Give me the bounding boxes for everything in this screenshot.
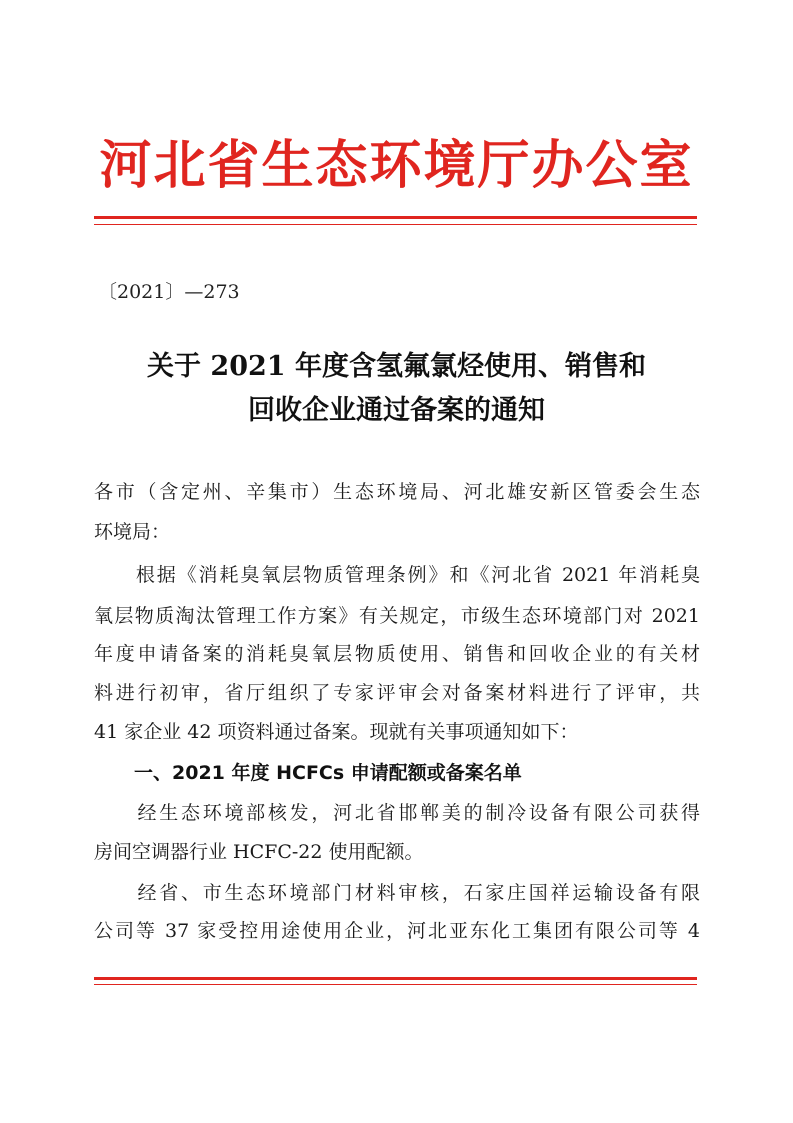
paragraph-line: 年度申请备案的消耗臭氧层物质使用、销售和回收企业的有关材	[94, 643, 700, 665]
letterhead-org-name: 河北省生态环境厅办公室	[99, 135, 694, 196]
paragraph-line: 公司等 37 家受控用途使用企业，河北亚东化工集团有限公司等 4	[94, 920, 700, 942]
footer-red-rule	[94, 977, 697, 980]
addressee-line: 各市（含定州、辛集市）生态环境局、河北雄安新区管委会生态	[94, 481, 700, 503]
paragraph-line: 料进行初审，省厅组织了专家评审会对备案材料进行了评审，共	[94, 682, 700, 704]
section-heading: 一、2021 年度 HCFCs 申请配额或备案名单	[134, 762, 522, 784]
paragraph-line: 氧层物质淘汰管理工作方案》有关规定，市级生态环境部门对 2021	[94, 605, 700, 627]
paragraph-line: 根据《消耗臭氧层物质管理条例》和《河北省 2021 年消耗臭	[94, 564, 700, 586]
document-title-line-1: 关于 2021 年度含氢氟氯烃使用、销售和	[147, 351, 646, 382]
paragraph-line: 经省、市生态环境部门材料审核，石家庄国祥运输设备有限	[94, 882, 700, 904]
document-title-line-2: 回收企业通过备案的通知	[248, 395, 545, 426]
letterhead-red-rule-thin	[94, 224, 697, 225]
paragraph-line: 房间空调器行业 HCFC-22 使用配额。	[94, 841, 424, 863]
paragraph-line: 41 家企业 42 项资料通过备案。现就有关事项通知如下：	[94, 721, 579, 743]
addressee-line: 环境局：	[94, 521, 171, 543]
document-number: 〔2021〕—273	[98, 281, 240, 303]
paragraph-line: 经生态环境部核发，河北省邯郸美的制冷设备有限公司获得	[94, 802, 700, 824]
footer-red-rule-thin	[94, 984, 697, 985]
letterhead-red-rule	[94, 216, 697, 219]
